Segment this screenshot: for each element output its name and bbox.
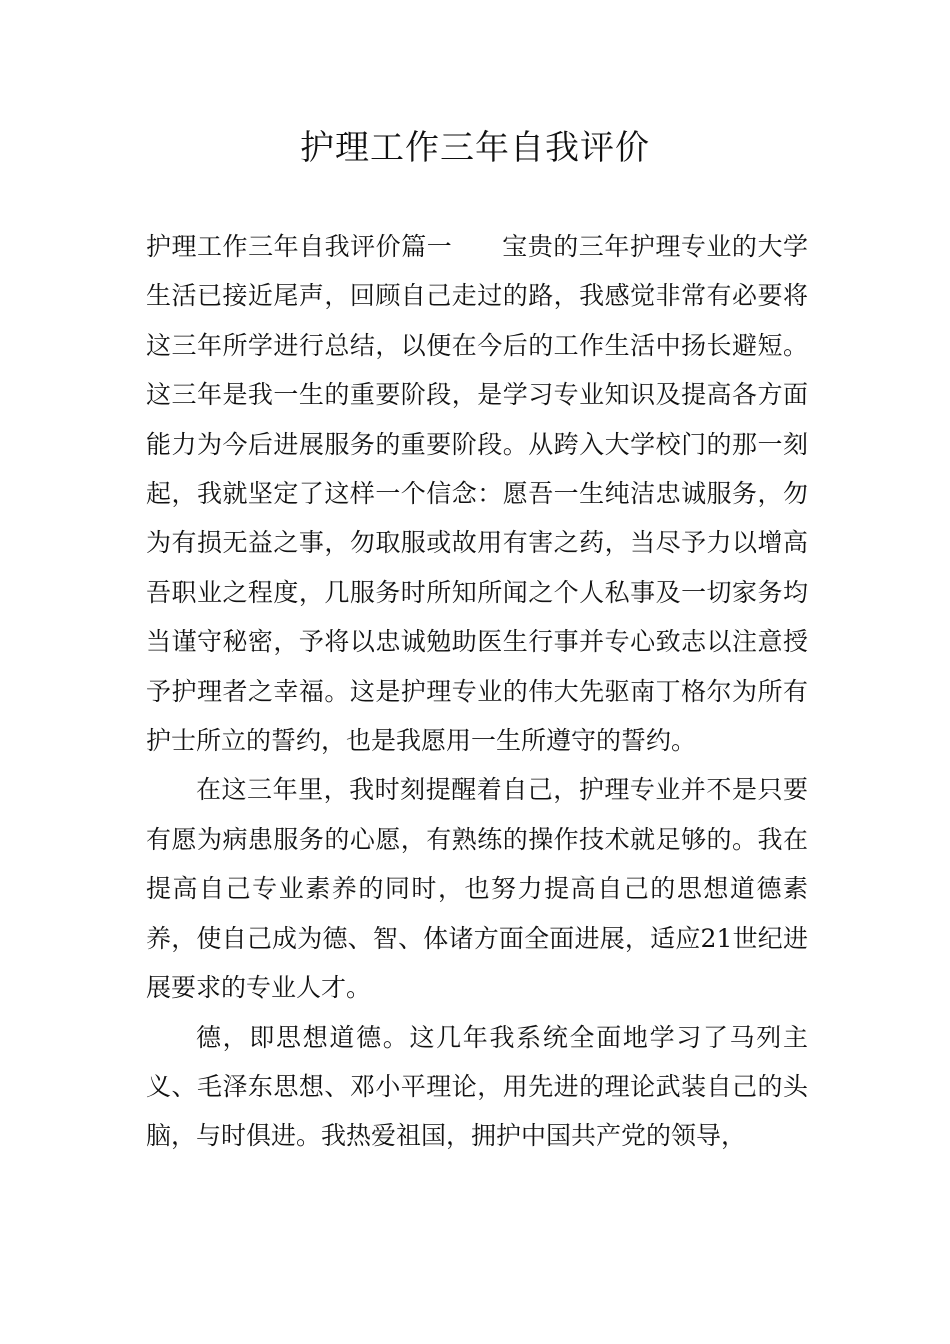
paragraph-1 — [146, 222, 808, 765]
document-body — [146, 222, 808, 1161]
section-heading: 护理工作三年自我评价篇一 — [146, 232, 453, 261]
paragraph-2: 在这三年里，我时刻提醒着自己，护理专业并不是只要有愿为病患服务的心愿，有熟练的操作技术就足够的。我在提高自己专业素养的同时，也努力提高自己的思想道德素养，使自己成为德、智、体诸方面全面进展，适应21世纪进展要求的专业人才。 — [146, 775, 808, 1003]
paragraph-3: 德，即思想道德。这几年我系统全面地学习了马列主义、毛泽东思想、邓小平理论，用先进的理论武装自己的头脑，与时俱进。我热爱祖国，拥护中国共产党的领导， — [146, 1022, 808, 1151]
document-title: 护理工作三年自我评价 — [300, 128, 650, 168]
paragraph-1-text: 宝贵的三年护理专业的大学生活已接近尾声，回顾自己走过的路，我感觉非常有必要将这三年所学进行总结，以便在今后的工作生活中扬长避短。 这三年是我一生的重要阶段，是学习专业知识及提高各方面能力为今后进展服务的重要阶段。从跨入大学校门的那一刻起，我就坚定了这样一个信念：愿吾一生纯洁忠诚服务，勿为有损无益之事，勿取服或故用有害之药，当尽予力以增高吾职业之程度，几服务时所知所闻之个人私事及一切家务均当谨守秘密，予将以忠诚勉助医生行事并专心致志以注意授予护理者之幸福。这是护理专业的伟大先驱南丁格尔为所有护士所立的誓约，也是我愿用一生所遵守的誓约。 — [146, 232, 808, 756]
